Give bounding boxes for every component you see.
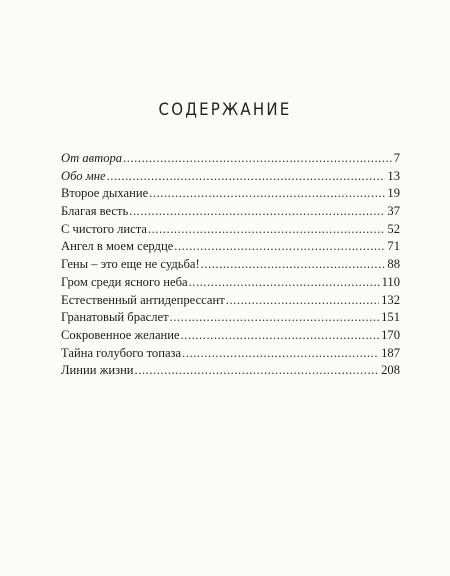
toc-entry-page: 151 bbox=[381, 310, 400, 325]
dot-leader bbox=[226, 292, 379, 310]
toc-entry bbox=[61, 185, 400, 203]
toc-entry-page: 37 bbox=[387, 204, 400, 219]
toc-entry-title: Гены – это еще не судьба! bbox=[61, 257, 200, 272]
dot-leader bbox=[148, 221, 385, 239]
toc-entry-title: Благая весть bbox=[61, 204, 129, 219]
toc-entry-page: 71 bbox=[387, 239, 400, 254]
dot-leader bbox=[129, 203, 385, 221]
dot-leader bbox=[201, 256, 386, 274]
dot-leader bbox=[135, 362, 380, 380]
dot-leader bbox=[123, 150, 392, 168]
toc-entry bbox=[61, 327, 400, 345]
toc-entry-title: Тайна голубого топаза bbox=[61, 345, 182, 360]
toc-entry-page: 19 bbox=[387, 186, 400, 201]
toc-entry-title: С чистого листа bbox=[61, 221, 148, 236]
toc-entry bbox=[61, 221, 400, 239]
dot-leader bbox=[181, 327, 380, 345]
toc-entry bbox=[61, 238, 400, 256]
dot-leader bbox=[182, 345, 379, 363]
dot-leader bbox=[189, 274, 380, 292]
dot-leader bbox=[174, 238, 385, 256]
toc-entry-title: От автора bbox=[61, 151, 123, 165]
dot-leader bbox=[107, 168, 386, 186]
toc-entry-title: Гранатовый браслет bbox=[61, 310, 169, 325]
toc-entry-title: Ангел в моем сердце bbox=[61, 239, 174, 254]
toc-entry-title: Естественный антидепрессант bbox=[61, 292, 225, 307]
dot-leader bbox=[170, 309, 380, 327]
toc-entry-page: 132 bbox=[381, 292, 400, 307]
toc-entry-page: 110 bbox=[381, 274, 400, 289]
toc-entry-title: Линии жизни bbox=[61, 363, 134, 378]
toc-entry-page: 170 bbox=[381, 327, 400, 342]
table-of-contents bbox=[61, 150, 400, 380]
toc-entry-title: Сокровенное желание bbox=[61, 327, 180, 342]
toc-entry bbox=[61, 150, 400, 168]
toc-entry-page: 13 bbox=[387, 168, 400, 183]
toc-entry-page: 52 bbox=[387, 221, 400, 236]
toc-entry bbox=[61, 203, 400, 221]
toc-entry bbox=[61, 292, 400, 310]
toc-entry bbox=[61, 345, 400, 363]
toc-heading: СОДЕРЖАНИЕ bbox=[158, 98, 292, 120]
toc-entry bbox=[61, 309, 400, 327]
toc-entry-title: Обо мне bbox=[61, 168, 106, 183]
toc-entry bbox=[61, 274, 400, 292]
toc-entry-page: 88 bbox=[387, 257, 400, 272]
toc-entry-title: Второе дыхание bbox=[61, 186, 149, 201]
toc-entry bbox=[61, 362, 400, 380]
toc-entry-page: 187 bbox=[381, 345, 400, 360]
toc-entry bbox=[61, 168, 400, 186]
toc-entry bbox=[61, 256, 400, 274]
toc-entry-page: 208 bbox=[381, 363, 400, 378]
dot-leader bbox=[149, 185, 385, 203]
toc-entry-title: Гром среди ясного неба bbox=[61, 274, 188, 289]
toc-entry-page: 7 bbox=[393, 151, 400, 165]
